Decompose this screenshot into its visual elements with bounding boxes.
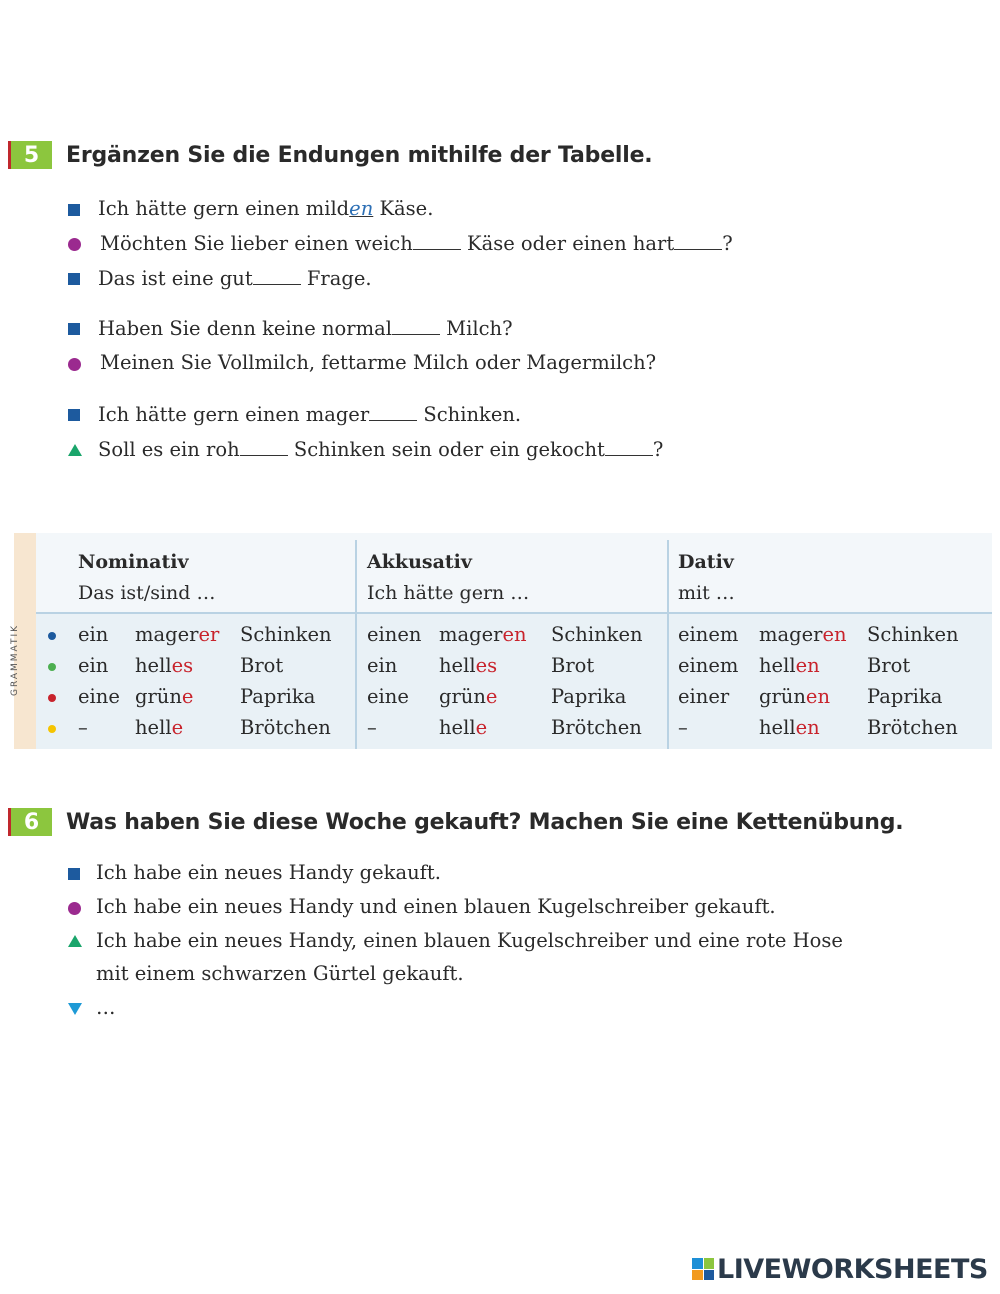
- logo-grid-icon: [692, 1258, 714, 1280]
- line-text: Schinken sein oder ein gekocht: [287, 438, 605, 461]
- line-text: Milch?: [439, 317, 513, 340]
- noun-cell: Schinken: [551, 623, 643, 646]
- article-cell: einen: [367, 623, 422, 646]
- noun-cell: Schinken: [240, 623, 332, 646]
- adjective-stem: hell: [135, 716, 172, 739]
- adjective-cell: [759, 716, 820, 739]
- dialog-line-5: Meinen Sie Vollmilch, fettarme Milch oder Magermilch?: [100, 351, 657, 374]
- filled-answer: en: [349, 197, 374, 220]
- liveworksheets-logo[interactable]: [692, 1254, 988, 1284]
- adjective-stem: hell: [135, 654, 172, 677]
- adjective-stem: mager: [439, 623, 503, 646]
- triangle-up-marker-icon: [68, 935, 82, 947]
- dialog-line-1: [98, 197, 433, 221]
- adjective-stem: hell: [439, 716, 476, 739]
- header-akkusativ: Akkusativ: [367, 551, 472, 573]
- line-text: Frage.: [300, 267, 372, 290]
- adjective-stem: mager: [759, 623, 823, 646]
- noun-cell: Brot: [867, 654, 911, 677]
- dialog-line-4: [98, 316, 513, 341]
- noun-cell: Brot: [240, 654, 284, 677]
- adjective-stem: grün: [439, 685, 486, 708]
- noun-cell: Paprika: [240, 685, 316, 708]
- exercise-number: 6: [8, 808, 52, 836]
- adjective-cell: [135, 716, 183, 739]
- noun-cell: Schinken: [867, 623, 959, 646]
- answer-blank[interactable]: [369, 402, 417, 421]
- dialog-line-7: [98, 437, 663, 462]
- answer-blank[interactable]: [413, 231, 461, 250]
- article-cell: ein: [78, 654, 109, 677]
- article-cell: –: [367, 716, 377, 739]
- adjective-cell: [135, 685, 193, 708]
- triangle-down-marker-icon: [68, 1003, 82, 1015]
- noun-cell: Brötchen: [551, 716, 642, 739]
- gender-dot-icon: [48, 632, 56, 640]
- triangle-up-marker-icon: [68, 444, 82, 456]
- adjective-stem: grün: [135, 685, 182, 708]
- line-text: Haben Sie denn keine normal: [98, 317, 392, 340]
- adjective-stem: grün: [759, 685, 806, 708]
- answer-blank[interactable]: [253, 266, 301, 285]
- noun-cell: Brot: [551, 654, 595, 677]
- adjective-cell: [759, 685, 830, 708]
- adjective-ending: en: [795, 716, 820, 739]
- adjective-cell: [759, 654, 820, 677]
- adjective-cell: [439, 685, 497, 708]
- article-cell: einem: [678, 623, 739, 646]
- adjective-cell: [439, 623, 527, 646]
- exercise-5-header: [8, 140, 652, 170]
- adjective-stem: hell: [759, 716, 796, 739]
- adjective-cell: [759, 623, 847, 646]
- adjective-ending: er: [198, 623, 220, 646]
- dialog-line-3: [98, 266, 372, 291]
- chain-line-2: Ich habe ein neues Handy und einen blauen Kugelschreiber gekauft.: [96, 895, 776, 918]
- logo-text: LIVEWORKSHEETS: [717, 1253, 988, 1285]
- line-text: Möchten Sie lieber einen weich: [100, 232, 413, 255]
- adjective-cell: [135, 654, 193, 677]
- adjective-ending: e: [181, 685, 194, 708]
- header-dativ-sub: mit …: [678, 582, 735, 604]
- line-text: ?: [652, 438, 664, 461]
- square-marker-icon: [68, 273, 80, 285]
- chain-line-3a: Ich habe ein neues Handy, einen blauen Kugelschreiber und eine rote Hose: [96, 929, 843, 952]
- answer-blank[interactable]: [240, 437, 288, 456]
- circle-marker-icon: [68, 358, 81, 371]
- line-text: Käse.: [373, 197, 434, 220]
- square-marker-icon: [68, 204, 80, 216]
- answer-blank[interactable]: [605, 437, 653, 456]
- dialog-line-6: [98, 402, 521, 427]
- header-dativ: Dativ: [678, 551, 734, 573]
- adjective-ending: en: [795, 654, 820, 677]
- adjective-ending: es: [171, 654, 194, 677]
- adjective-ending: es: [475, 654, 498, 677]
- dialog-line-2: [100, 231, 733, 256]
- adjective-cell: [135, 623, 219, 646]
- adjective-ending: e: [171, 716, 184, 739]
- header-divider: [36, 612, 992, 614]
- square-marker-icon: [68, 323, 80, 335]
- article-cell: einer: [678, 685, 730, 708]
- article-cell: –: [678, 716, 688, 739]
- exercise-title: Ergänzen Sie die Endungen mithilfe der Tabelle.: [66, 142, 653, 168]
- exercise-6-header: [8, 807, 903, 837]
- adjective-ending: e: [485, 685, 498, 708]
- article-cell: ein: [78, 623, 109, 646]
- adjective-stem: hell: [439, 654, 476, 677]
- line-text: ?: [722, 232, 733, 255]
- exercise-number: 5: [8, 141, 52, 169]
- gender-dot-icon: [48, 663, 56, 671]
- header-nominativ: Nominativ: [78, 551, 189, 573]
- grammar-tag: GRAMMATIK: [10, 623, 20, 696]
- article-cell: einem: [678, 654, 739, 677]
- adjective-cell: [439, 716, 487, 739]
- answer-blank[interactable]: [392, 316, 440, 335]
- article-cell: –: [78, 716, 88, 739]
- adjective-stem: hell: [759, 654, 796, 677]
- adjective-cell: [439, 654, 497, 677]
- line-text: Schinken.: [417, 403, 522, 426]
- article-cell: eine: [367, 685, 409, 708]
- square-marker-icon: [68, 409, 80, 421]
- adjective-ending: en: [502, 623, 527, 646]
- article-cell: eine: [78, 685, 120, 708]
- line-text: Ich hätte gern einen mager: [98, 403, 370, 426]
- noun-cell: Brötchen: [240, 716, 331, 739]
- article-cell: ein: [367, 654, 398, 677]
- answer-blank[interactable]: [674, 231, 722, 250]
- adjective-stem: mager: [135, 623, 199, 646]
- chain-line-3b: mit einem schwarzen Gürtel gekauft.: [96, 962, 464, 985]
- chain-line-4: …: [96, 996, 116, 1019]
- header-akkusativ-sub: Ich hätte gern …: [367, 582, 530, 604]
- line-text: Käse oder einen hart: [460, 232, 675, 255]
- line-text: Ich hätte gern einen mild: [98, 197, 350, 220]
- line-text: Soll es ein roh: [98, 438, 240, 461]
- adjective-ending: en: [805, 685, 831, 708]
- adjective-ending: e: [475, 716, 488, 739]
- noun-cell: Brötchen: [867, 716, 958, 739]
- gender-dot-icon: [48, 694, 56, 702]
- line-text: Das ist eine gut: [98, 267, 253, 290]
- circle-marker-icon: [68, 902, 81, 915]
- exercise-title: Was haben Sie diese Woche gekauft? Machen Sie eine Kettenübung.: [66, 809, 904, 835]
- noun-cell: Paprika: [551, 685, 627, 708]
- adjective-ending: en: [822, 623, 847, 646]
- header-nominativ-sub: Das ist/sind …: [78, 582, 216, 604]
- chain-line-1: Ich habe ein neues Handy gekauft.: [96, 861, 441, 884]
- column-divider: [355, 540, 357, 749]
- noun-cell: Paprika: [867, 685, 943, 708]
- column-divider: [667, 540, 669, 749]
- gender-dot-icon: [48, 725, 56, 733]
- square-marker-icon: [68, 868, 80, 880]
- circle-marker-icon: [68, 238, 81, 251]
